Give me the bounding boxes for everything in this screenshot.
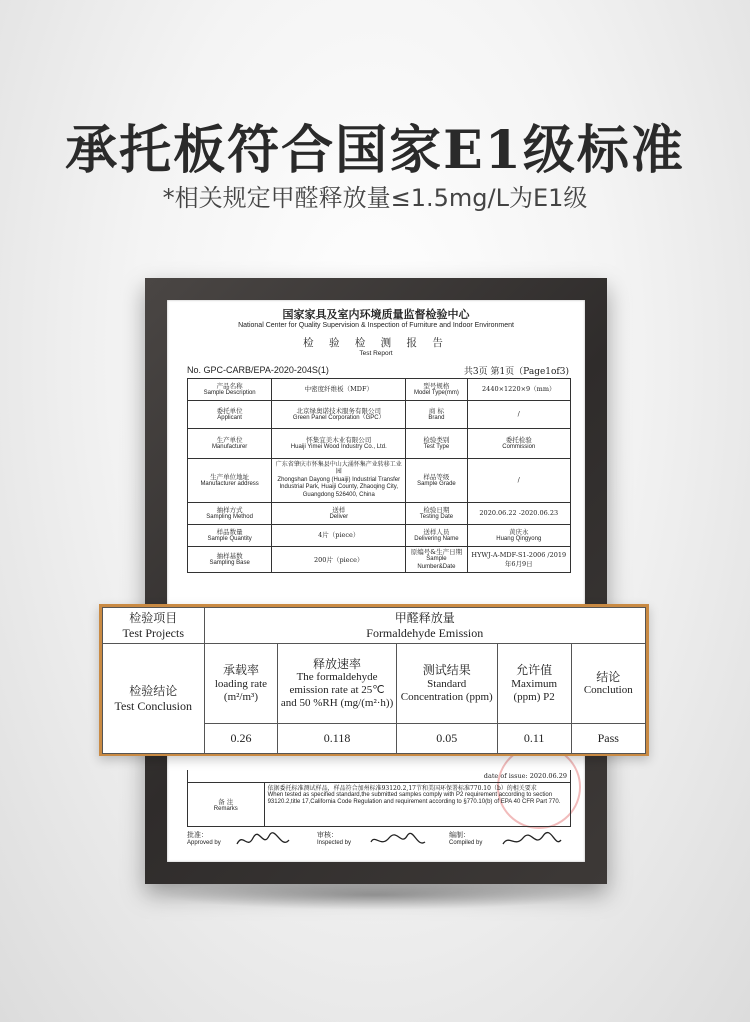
header-en: Conclution (583, 684, 633, 697)
cell: 2020.06.22 -2020.06.23 (467, 503, 570, 525)
value-conclusion: Pass (571, 724, 645, 754)
value-en: Deliver (329, 513, 349, 520)
formaldehyde-en: Formaldehyde Emission (366, 625, 484, 640)
value-en: Green Panel Corporation（GPC） (292, 414, 385, 421)
test-project-header (103, 608, 205, 644)
label-cn: 送样人员 (423, 527, 450, 536)
label-en: Sample Grade (417, 480, 456, 487)
formaldehyde-highlight-panel (99, 604, 649, 756)
signature-approver (233, 830, 293, 852)
column-header (497, 644, 571, 724)
report-number: No. GPC-CARB/EPA-2020-204S(1) (187, 365, 329, 375)
center-name-cn: 国家家具及室内环境质量监督检验中心 (282, 308, 470, 321)
cell (272, 401, 406, 429)
label-en: Applicant (217, 414, 242, 421)
cell (188, 459, 272, 503)
column-header (396, 644, 497, 724)
remarks-text-en: When tested as specified standard,the submitted samples comply with P2 requirement according to section 93120.2,title 17,California Code Regulation and requirement according to §770.10(b) of EPA 40 CFR Part 770. (267, 792, 561, 806)
label-cn: 样品等级 (423, 472, 450, 481)
label-cn: 抽样基数 (216, 551, 243, 560)
label-cn: 产品名称 (216, 381, 243, 390)
header-cn: 结论 (596, 669, 621, 684)
column-header (204, 644, 278, 724)
cell: / (467, 459, 570, 503)
remarks-label-cell (188, 783, 265, 827)
cell (188, 525, 272, 547)
remarks-label-cn: 备 注 (218, 798, 234, 806)
formaldehyde-header (204, 608, 645, 644)
label-cn: 样品数量 (216, 527, 243, 536)
label-en: Sample Number&Date (417, 556, 456, 570)
header-en: Maximum (ppm) P2 (511, 677, 558, 703)
label-cn: 抽样方式 (216, 505, 243, 514)
cell (272, 503, 406, 525)
label-cn: 检验日期 (423, 505, 450, 514)
cell (272, 459, 406, 503)
cell: / (467, 401, 570, 429)
inspected-label-cn: 审核： (317, 831, 338, 839)
approved-label-cn: 批准： (187, 831, 208, 839)
inspected-label-en: Inspected by (317, 840, 352, 846)
remarks-text-cn: 依据委托标准测试样品，样品符合加州标准93120.2,17节和美国环保署标准770.10（b）的相关要求 (267, 785, 537, 792)
value-emission-rate: 0.118 (278, 724, 396, 754)
label-cn: 检验类别 (423, 435, 450, 444)
value-en: Zhongshan Dayong (Huaiji) Industrial Transfer Industrial Park, Huaiji County, Zhaoqing City, Guangdong 526400, China (277, 476, 401, 498)
cell: 中密度纤维板（MDF） (272, 379, 406, 401)
compiled-by (449, 830, 482, 846)
cell (188, 547, 272, 573)
label-en: Model Type(mm) (413, 389, 459, 396)
column-header (571, 644, 645, 724)
compiled-label-cn: 编制： (449, 831, 470, 839)
test-conclusion-label (103, 644, 205, 754)
cell (188, 401, 272, 429)
page-count: 共3页 第1页（Page1of3) (463, 367, 569, 377)
formaldehyde-cn: 甲醛释放量 (394, 611, 455, 626)
label-en: Testing Date (419, 513, 454, 520)
label-cn: 生产单位 (216, 435, 243, 444)
cell (467, 525, 570, 547)
formaldehyde-results-table (102, 607, 646, 754)
cell (188, 503, 272, 525)
test-project-en: Test Projects (122, 625, 184, 640)
label-cn: 生产单位地址 (210, 472, 250, 481)
cell (188, 429, 272, 459)
issue-date-cell (188, 770, 571, 783)
inspected-by (317, 830, 351, 846)
label-cn: 型号规格 (423, 381, 450, 390)
remarks-table (187, 770, 571, 827)
approved-label-en: Approved by (187, 840, 221, 846)
header-cn: 允许值 (516, 663, 553, 678)
certificate-frame (145, 278, 607, 884)
header-en: Standard Concentration (ppm) (400, 677, 493, 703)
label-en: Sample Description (203, 389, 256, 396)
value-loading-rate: 0.26 (204, 724, 278, 754)
cell: HYWJ-A-MDF-S1-2006 /2019年6月9日 (467, 547, 570, 573)
report-title-cn: 检 验 检 测 报 告 (303, 337, 449, 349)
label-en: Manufacturer address (200, 480, 259, 487)
label-en: Sampling Base (209, 559, 250, 566)
page-headline: 承托板符合国家E1级标准 (65, 120, 685, 181)
page-subline: *相关规定甲醛释放量≤1.5mg/L为E1级 (162, 184, 588, 212)
value-test-result: 0.05 (396, 724, 497, 754)
cell (406, 401, 467, 429)
cell (406, 459, 467, 503)
header-cn: 承载率 (222, 663, 259, 678)
certificate-table (187, 378, 571, 573)
cell: 200片（piece） (272, 547, 406, 573)
label-cn: 委托单位 (216, 406, 243, 415)
header-cn: 测试结果 (422, 663, 471, 678)
value-cn: 送样 (332, 505, 346, 514)
cell (406, 429, 467, 459)
header-en: loading rate (m²/m³) (214, 677, 268, 703)
cell: 4片（piece） (272, 525, 406, 547)
cell (467, 429, 570, 459)
signature-compiler (499, 830, 565, 852)
test-conclusion-cn: 检验结论 (129, 684, 178, 699)
cell (188, 379, 272, 401)
issue-date: 2020.06.29 (529, 772, 567, 780)
label-cn: 原编号&生产日期 (410, 548, 463, 556)
label-en: Test Type (423, 443, 450, 450)
remarks-label-en: Remarks (213, 806, 238, 812)
value-cn: 广东省肇庆市怀集县中山大涌怀集产业转移工业园 (275, 461, 402, 476)
signature-row (187, 828, 571, 858)
signature-inspector (367, 830, 427, 852)
column-header (278, 644, 396, 724)
cell (406, 525, 467, 547)
header-cn: 释放速率 (313, 656, 362, 671)
approved-by (187, 830, 221, 846)
report-title-en: Test Report (359, 350, 393, 357)
frame-shadow (160, 880, 590, 910)
cell (406, 503, 467, 525)
value-en: Huang Qingyong (496, 535, 542, 542)
value-en: Huaiji Yimei Wood Industry Co., Ltd. (290, 443, 387, 450)
compiled-label-en: Compiled by (449, 840, 483, 846)
value-cn: 黄庆永 (509, 527, 529, 536)
label-en: Delivering Name (414, 535, 459, 542)
label-cn: 商 标 (428, 406, 444, 415)
value-cn: 怀集宜美木业有限公司 (306, 435, 372, 444)
issue-date-label: date of issue: (483, 772, 528, 780)
label-en: Sample Quantity (207, 535, 252, 542)
value-cn: 委托检验 (505, 435, 532, 444)
remarks-text-cell (264, 783, 570, 827)
label-en: Brand (428, 414, 445, 421)
certificate-paper (167, 300, 585, 862)
header-en: The formaldehyde emission rate at 25℃ and 50 %RH (mg/(m²·h)) (280, 670, 394, 710)
cell: 2440×1220×9（mm） (467, 379, 570, 401)
cell (406, 547, 467, 573)
label-en: Manufacturer (211, 443, 248, 450)
center-name-en: National Center for Quality Supervision & Inspection of Furniture and Indoor Environment (238, 322, 514, 329)
test-conclusion-en: Test Conclusion (114, 698, 193, 713)
label-en: Sampling Method (206, 513, 253, 520)
cell (406, 379, 467, 401)
value-cn: 北京绿奥诺技术服务有限公司 (296, 406, 382, 415)
cell (272, 429, 406, 459)
test-project-cn: 检验项目 (129, 611, 178, 626)
value-allowed: 0.11 (497, 724, 571, 754)
value-en: Commission (502, 443, 536, 450)
